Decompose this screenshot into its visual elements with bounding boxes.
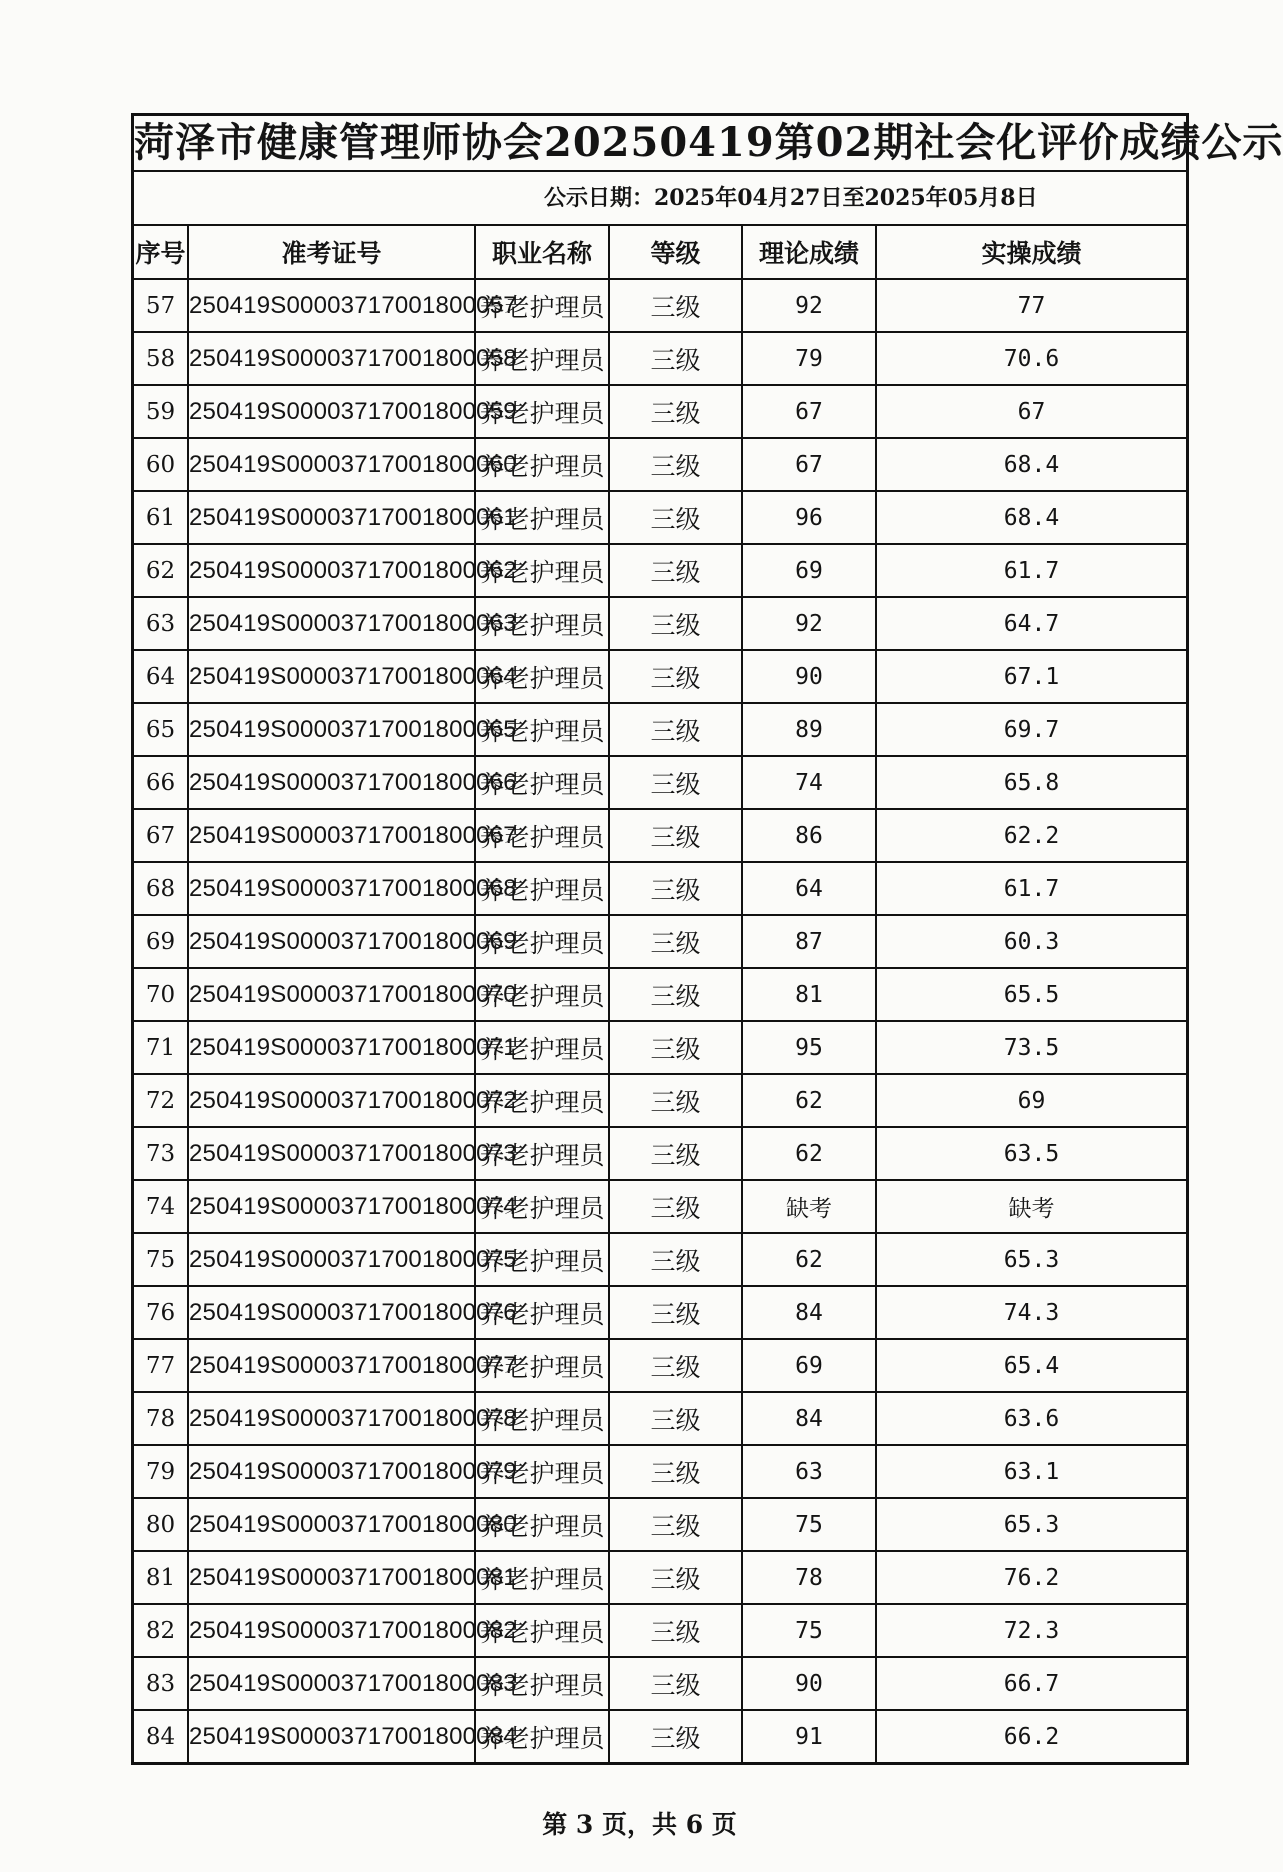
theory-score-cell: 79 <box>742 332 876 385</box>
ticket-cell: 250419S00003717001800064 <box>188 650 475 703</box>
ticket-cell: 250419S00003717001800075 <box>188 1233 475 1286</box>
occupation-cell: 养老护理员 <box>475 332 609 385</box>
practical-score-cell: 65.8 <box>876 756 1186 809</box>
seq-cell: 84 <box>134 1710 188 1762</box>
theory-score-cell: 92 <box>742 279 876 332</box>
col-header-occupation: 职业名称 <box>475 226 609 279</box>
table-row <box>134 1498 1186 1551</box>
ticket-cell: 250419S00003717001800082 <box>188 1604 475 1657</box>
seq-cell: 58 <box>134 332 188 385</box>
table-row <box>134 703 1186 756</box>
table-row <box>134 1127 1186 1180</box>
ticket-cell: 250419S00003717001800077 <box>188 1339 475 1392</box>
theory-score-cell: 96 <box>742 491 876 544</box>
seq-cell: 70 <box>134 968 188 1021</box>
ticket-cell: 250419S00003717001800068 <box>188 862 475 915</box>
practical-score-cell: 66.2 <box>876 1710 1186 1762</box>
practical-score-cell: 63.6 <box>876 1392 1186 1445</box>
seq-cell: 76 <box>134 1286 188 1339</box>
theory-score-cell: 81 <box>742 968 876 1021</box>
ticket-cell: 250419S00003717001800059 <box>188 385 475 438</box>
level-cell: 三级 <box>609 1180 742 1233</box>
practical-score-cell: 70.6 <box>876 332 1186 385</box>
ticket-cell: 250419S00003717001800080 <box>188 1498 475 1551</box>
practical-score-cell: 65.4 <box>876 1339 1186 1392</box>
col-header-practical: 实操成绩 <box>876 226 1186 279</box>
practical-score-cell: 68.4 <box>876 438 1186 491</box>
theory-score-cell: 67 <box>742 438 876 491</box>
practical-score-cell: 68.4 <box>876 491 1186 544</box>
theory-score-cell: 64 <box>742 862 876 915</box>
ticket-cell: 250419S00003717001800079 <box>188 1445 475 1498</box>
theory-score-cell: 92 <box>742 597 876 650</box>
seq-cell: 64 <box>134 650 188 703</box>
occupation-cell: 养老护理员 <box>475 279 609 332</box>
seq-cell: 57 <box>134 279 188 332</box>
ticket-cell: 250419S00003717001800069 <box>188 915 475 968</box>
col-header-ticket: 准考证号 <box>188 226 475 279</box>
table-row <box>134 1180 1186 1233</box>
table-row <box>134 1710 1186 1762</box>
theory-score-cell: 86 <box>742 809 876 862</box>
seq-cell: 83 <box>134 1657 188 1710</box>
level-cell: 三级 <box>609 544 742 597</box>
seq-cell: 60 <box>134 438 188 491</box>
practical-score-cell: 77 <box>876 279 1186 332</box>
practical-score-cell: 67.1 <box>876 650 1186 703</box>
publication-date: 公示日期：2025年04月27日至2025年05月8日 <box>134 172 1186 226</box>
practical-score-cell: 61.7 <box>876 862 1186 915</box>
score-table <box>134 226 1186 1762</box>
level-cell: 三级 <box>609 1286 742 1339</box>
table-row <box>134 332 1186 385</box>
occupation-cell: 养老护理员 <box>475 756 609 809</box>
ticket-cell: 250419S00003717001800073 <box>188 1127 475 1180</box>
level-cell: 三级 <box>609 650 742 703</box>
theory-score-cell: 78 <box>742 1551 876 1604</box>
level-cell: 三级 <box>609 756 742 809</box>
theory-score-cell: 90 <box>742 1657 876 1710</box>
ticket-cell: 250419S00003717001800060 <box>188 438 475 491</box>
seq-cell: 80 <box>134 1498 188 1551</box>
table-row <box>134 1551 1186 1604</box>
practical-score-cell: 73.5 <box>876 1021 1186 1074</box>
level-cell: 三级 <box>609 809 742 862</box>
col-header-theory: 理论成绩 <box>742 226 876 279</box>
seq-cell: 68 <box>134 862 188 915</box>
ticket-cell: 250419S00003717001800074 <box>188 1180 475 1233</box>
table-row <box>134 1021 1186 1074</box>
level-cell: 三级 <box>609 1339 742 1392</box>
table-row <box>134 1445 1186 1498</box>
theory-score-cell: 62 <box>742 1127 876 1180</box>
table-row <box>134 1657 1186 1710</box>
theory-score-cell: 63 <box>742 1445 876 1498</box>
occupation-cell: 养老护理员 <box>475 703 609 756</box>
table-row <box>134 862 1186 915</box>
seq-cell: 74 <box>134 1180 188 1233</box>
table-row <box>134 438 1186 491</box>
practical-score-cell: 65.3 <box>876 1233 1186 1286</box>
seq-cell: 62 <box>134 544 188 597</box>
occupation-cell: 养老护理员 <box>475 1180 609 1233</box>
ticket-cell: 250419S00003717001800072 <box>188 1074 475 1127</box>
ticket-cell: 250419S00003717001800078 <box>188 1392 475 1445</box>
ticket-cell: 250419S00003717001800081 <box>188 1551 475 1604</box>
practical-score-cell: 69 <box>876 1074 1186 1127</box>
occupation-cell: 养老护理员 <box>475 915 609 968</box>
theory-score-cell: 90 <box>742 650 876 703</box>
theory-score-cell: 95 <box>742 1021 876 1074</box>
theory-score-cell: 69 <box>742 1339 876 1392</box>
theory-score-cell: 75 <box>742 1604 876 1657</box>
occupation-cell: 养老护理员 <box>475 650 609 703</box>
level-cell: 三级 <box>609 279 742 332</box>
level-cell: 三级 <box>609 1551 742 1604</box>
level-cell: 三级 <box>609 1657 742 1710</box>
occupation-cell: 养老护理员 <box>475 1498 609 1551</box>
practical-score-cell: 66.7 <box>876 1657 1186 1710</box>
theory-score-cell: 75 <box>742 1498 876 1551</box>
ticket-cell: 250419S00003717001800066 <box>188 756 475 809</box>
level-cell: 三级 <box>609 438 742 491</box>
page-title: 菏泽市健康管理师协会20250419第02期社会化评价成绩公示 <box>134 116 1186 172</box>
practical-score-cell: 64.7 <box>876 597 1186 650</box>
seq-cell: 61 <box>134 491 188 544</box>
theory-score-cell: 67 <box>742 385 876 438</box>
seq-cell: 65 <box>134 703 188 756</box>
theory-score-cell: 87 <box>742 915 876 968</box>
ticket-cell: 250419S00003717001800083 <box>188 1657 475 1710</box>
theory-score-cell: 74 <box>742 756 876 809</box>
occupation-cell: 养老护理员 <box>475 1286 609 1339</box>
seq-cell: 81 <box>134 1551 188 1604</box>
practical-score-cell: 63.5 <box>876 1127 1186 1180</box>
practical-score-cell: 69.7 <box>876 703 1186 756</box>
level-cell: 三级 <box>609 862 742 915</box>
table-row <box>134 968 1186 1021</box>
ticket-cell: 250419S00003717001800076 <box>188 1286 475 1339</box>
ticket-cell: 250419S00003717001800065 <box>188 703 475 756</box>
occupation-cell: 养老护理员 <box>475 809 609 862</box>
ticket-cell: 250419S00003717001800071 <box>188 1021 475 1074</box>
practical-score-cell: 63.1 <box>876 1445 1186 1498</box>
ticket-cell: 250419S00003717001800063 <box>188 597 475 650</box>
table-row <box>134 1233 1186 1286</box>
ticket-cell: 250419S00003717001800084 <box>188 1710 475 1762</box>
table-row <box>134 650 1186 703</box>
occupation-cell: 养老护理员 <box>475 1657 609 1710</box>
table-row <box>134 597 1186 650</box>
ticket-cell: 250419S00003717001800058 <box>188 332 475 385</box>
practical-score-cell: 缺考 <box>876 1180 1186 1233</box>
table-row <box>134 1392 1186 1445</box>
table-row <box>134 1339 1186 1392</box>
level-cell: 三级 <box>609 968 742 1021</box>
occupation-cell: 养老护理员 <box>475 1339 609 1392</box>
level-cell: 三级 <box>609 1127 742 1180</box>
seq-cell: 69 <box>134 915 188 968</box>
theory-score-cell: 69 <box>742 544 876 597</box>
theory-score-cell: 缺考 <box>742 1180 876 1233</box>
theory-score-cell: 89 <box>742 703 876 756</box>
level-cell: 三级 <box>609 332 742 385</box>
occupation-cell: 养老护理员 <box>475 438 609 491</box>
table-row <box>134 1074 1186 1127</box>
level-cell: 三级 <box>609 491 742 544</box>
theory-score-cell: 91 <box>742 1710 876 1762</box>
table-row <box>134 1604 1186 1657</box>
occupation-cell: 养老护理员 <box>475 1445 609 1498</box>
level-cell: 三级 <box>609 1445 742 1498</box>
seq-cell: 75 <box>134 1233 188 1286</box>
occupation-cell: 养老护理员 <box>475 1392 609 1445</box>
table-row <box>134 809 1186 862</box>
seq-cell: 66 <box>134 756 188 809</box>
occupation-cell: 养老护理员 <box>475 597 609 650</box>
page-footer: 第 3 页，共 6 页 <box>542 1810 737 1839</box>
table-row <box>134 491 1186 544</box>
level-cell: 三级 <box>609 385 742 438</box>
score-sheet <box>131 113 1283 1765</box>
practical-score-cell: 74.3 <box>876 1286 1186 1339</box>
practical-score-cell: 60.3 <box>876 915 1186 968</box>
level-cell: 三级 <box>609 915 742 968</box>
col-header-level: 等级 <box>609 226 742 279</box>
seq-cell: 63 <box>134 597 188 650</box>
theory-score-cell: 62 <box>742 1074 876 1127</box>
seq-cell: 59 <box>134 385 188 438</box>
occupation-cell: 养老护理员 <box>475 1074 609 1127</box>
occupation-cell: 养老护理员 <box>475 1021 609 1074</box>
ticket-cell: 250419S00003717001800062 <box>188 544 475 597</box>
level-cell: 三级 <box>609 703 742 756</box>
ticket-cell: 250419S00003717001800067 <box>188 809 475 862</box>
level-cell: 三级 <box>609 1498 742 1551</box>
theory-score-cell: 84 <box>742 1392 876 1445</box>
occupation-cell: 养老护理员 <box>475 968 609 1021</box>
col-header-seq: 序号 <box>134 226 188 279</box>
seq-cell: 78 <box>134 1392 188 1445</box>
seq-cell: 72 <box>134 1074 188 1127</box>
theory-score-cell: 62 <box>742 1233 876 1286</box>
practical-score-cell: 72.3 <box>876 1604 1186 1657</box>
ticket-cell: 250419S00003717001800061 <box>188 491 475 544</box>
seq-cell: 71 <box>134 1021 188 1074</box>
seq-cell: 73 <box>134 1127 188 1180</box>
level-cell: 三级 <box>609 597 742 650</box>
practical-score-cell: 67 <box>876 385 1186 438</box>
occupation-cell: 养老护理员 <box>475 1233 609 1286</box>
level-cell: 三级 <box>609 1074 742 1127</box>
occupation-cell: 养老护理员 <box>475 491 609 544</box>
table-header-row <box>134 226 1186 279</box>
level-cell: 三级 <box>609 1021 742 1074</box>
level-cell: 三级 <box>609 1392 742 1445</box>
occupation-cell: 养老护理员 <box>475 1127 609 1180</box>
ticket-cell: 250419S00003717001800057 <box>188 279 475 332</box>
occupation-cell: 养老护理员 <box>475 1551 609 1604</box>
seq-cell: 67 <box>134 809 188 862</box>
level-cell: 三级 <box>609 1604 742 1657</box>
seq-cell: 79 <box>134 1445 188 1498</box>
table-row <box>134 544 1186 597</box>
practical-score-cell: 62.2 <box>876 809 1186 862</box>
seq-cell: 82 <box>134 1604 188 1657</box>
practical-score-cell: 65.5 <box>876 968 1186 1021</box>
table-row <box>134 915 1186 968</box>
theory-score-cell: 84 <box>742 1286 876 1339</box>
occupation-cell: 养老护理员 <box>475 862 609 915</box>
practical-score-cell: 76.2 <box>876 1551 1186 1604</box>
table-row <box>134 756 1186 809</box>
ticket-cell: 250419S00003717001800070 <box>188 968 475 1021</box>
table-row <box>134 385 1186 438</box>
table-row <box>134 1286 1186 1339</box>
occupation-cell: 养老护理员 <box>475 1604 609 1657</box>
practical-score-cell: 61.7 <box>876 544 1186 597</box>
level-cell: 三级 <box>609 1710 742 1762</box>
level-cell: 三级 <box>609 1233 742 1286</box>
occupation-cell: 养老护理员 <box>475 1710 609 1762</box>
table-row <box>134 279 1186 332</box>
occupation-cell: 养老护理员 <box>475 544 609 597</box>
practical-score-cell: 65.3 <box>876 1498 1186 1551</box>
seq-cell: 77 <box>134 1339 188 1392</box>
occupation-cell: 养老护理员 <box>475 385 609 438</box>
